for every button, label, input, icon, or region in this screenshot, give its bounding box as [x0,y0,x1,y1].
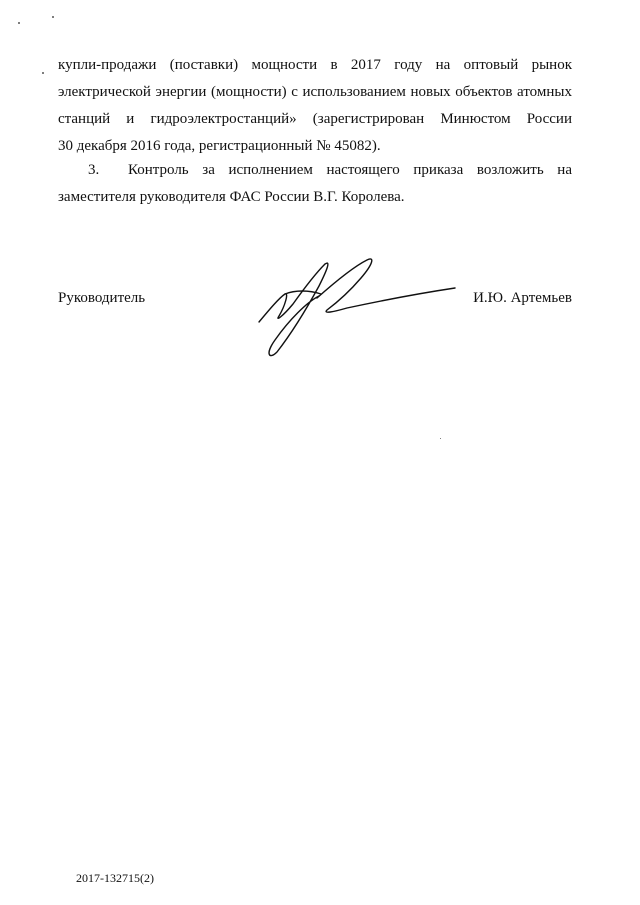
paragraph-line: электрической энергии (мощности) с использованием новых объектов атомных [58,84,572,100]
handwritten-signature [255,250,460,360]
document-registration-code: 2017-132715(2) [76,871,154,885]
paragraph-number: 3. [88,162,100,178]
paragraph-3-text: Контроль за исполнением настоящего приказа возложить на [128,162,572,178]
paragraph-line: станций и гидроэлектростанций» (зарегистрирован Минюстом России [58,111,572,127]
scan-speck [52,16,54,18]
paragraph-3-line1 [58,157,572,184]
paragraph-line: 30 декабря 2016 года, регистрационный № 45082). [58,138,381,154]
paragraph-3-line2: заместителя руководителя ФАС России В.Г. Королева. [58,189,405,205]
signatory-name: И.Ю. Артемьев [473,290,572,306]
paragraph-continuation [58,52,572,160]
signatory-title: Руководитель [58,290,146,306]
scan-speck [440,438,441,439]
scan-speck [42,72,44,74]
paragraph-line: купли-продажи (поставки) мощности в 2017 году на оптовый рынок [58,57,572,73]
paragraph-3 [58,157,572,211]
scan-speck [18,22,20,24]
